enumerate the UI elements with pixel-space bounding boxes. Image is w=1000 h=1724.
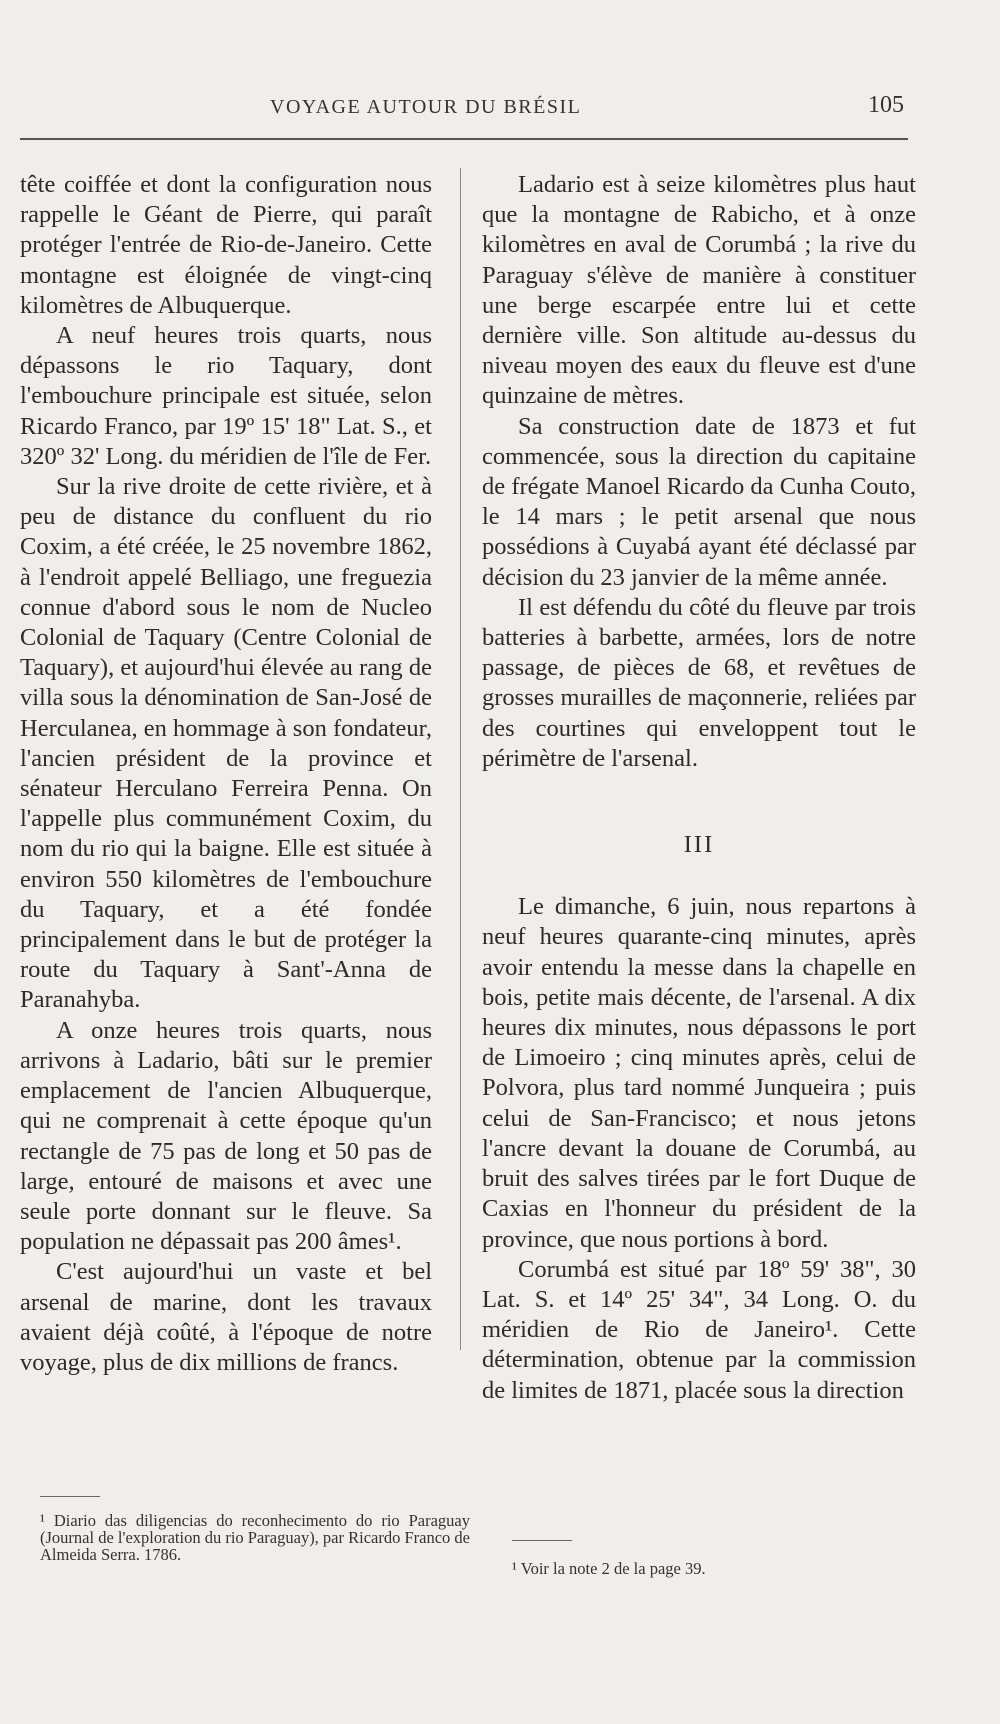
left-paragraph-1: tête coiffée et dont la configuration nous rappelle le Géant de Pierre, qui paraît protéger l'entrée de Rio-de-Janeiro. Cette montagne est éloignée de vingt-cinq kilomètres de Albuquerque.	[20, 171, 432, 319]
left-paragraph-3: Sur la rive droite de cette rivière, et à peu de distance du confluent du rio Coxim, a été créée, le 25 novembre 1862, à l'endroit appelé Belliago, une freguezia connue d'abord sous le nom de Nucleo Colonial de Taquary (Centre Colonial de Taquary), et aujourd'hui élevée au rang de villa sous la dénomination de San-José de Herculanea, en hommage à son fondateur, l'ancien président de la province et sénateur Herculano Ferreira Penna. On l'appelle plus communément Coxim, du nom du rio qui la baigne. Elle est située à environ 550 kilomètres de l'embouchure du Taquary, et a été fondée principalement dans le but de protéger la route du Taquary à Sant'-Anna de Paranahyba.	[20, 473, 432, 1014]
right-paragraph-1: Ladario est à seize kilomètres plus haut que la montagne de Rabicho, et à onze kilomètres en aval de Corumbá ; la rive du Paraguay s'élève de manière à constituer une berge escarpée entre lui et cette dernière ville. Son altitude au-dessus du niveau moyen des eaux du fleuve est d'une quinzaine de mètres.	[482, 171, 916, 410]
right-column	[482, 170, 916, 1406]
running-title: VOYAGE AUTOUR DU BRÉSIL	[270, 96, 582, 118]
header-rule	[20, 138, 908, 140]
right-footnote: ¹ Voir la note 2 de la page 39.	[512, 1559, 706, 1578]
right-footnote-rule	[512, 1540, 572, 1541]
right-paragraph-2: Sa construction date de 1873 et fut commencée, sous la direction du capitaine de frégate Manoel Ricardo da Cunha Couto, le 14 mars ; le petit arsenal que nous possédions à Cuyabá ayant été déclassé par décision du 23 janvier de la même année.	[482, 412, 916, 591]
left-footnote-rule	[40, 1496, 100, 1497]
section-heading: III	[683, 831, 715, 859]
left-paragraph-2: A neuf heures trois quarts, nous dépassons le rio Taquary, dont l'embouchure principale est située, selon Ricardo Franco, par 19º 15' 18" Lat. S., et 320º 32' Long. du méridien de l'île de Fer.	[20, 322, 432, 470]
page-number: 105	[868, 92, 904, 118]
left-footnote: ¹ Diario das diligencias do reconhecimento do rio Paraguay (Journal de l'exploration du rio Paraguay), par Ricardo Franco de Almeida Serra. 1786.	[40, 1511, 470, 1564]
left-column	[20, 170, 432, 1378]
left-paragraph-5: C'est aujourd'hui un vaste et bel arsenal de marine, dont les travaux avaient déjà coûté, à l'époque de notre voyage, plus de dix millions de francs.	[20, 1258, 432, 1376]
right-paragraph-5: Corumbá est situé par 18º 59' 38", 30 Lat. S. et 14º 25' 34", 34 Long. O. du méridien de Rio de Janeiro¹. Cette détermination, obtenue par la commission de limites de 1871, placée sous la direction	[482, 1255, 916, 1404]
left-paragraph-4: A onze heures trois quarts, nous arrivons à Ladario, bâti sur le premier emplacement de l'ancien Albuquerque, qui ne comprenait à cette époque qu'un rectangle de 75 pas de long et 50 pas de large, entouré de maisons et avec une seule porte donnant sur le fleuve. Sa population ne dépassait pas 200 âmes¹.	[20, 1016, 432, 1256]
column-divider	[460, 168, 461, 1350]
right-paragraph-4: Le dimanche, 6 juin, nous repartons à neuf heures quarante-cinq minutes, après avoir entendu la messe dans la chapelle en bois, petite mais décente, de l'arsenal. A dix heures dix minutes, nous dépassons le port de Limoeiro ; cinq minutes après, celui de Polvora, plus tard nommé Junqueira ; puis celui de San-Francisco; et nous jetons l'ancre devant la douane de Corumbá, au bruit des salves tirées par le fort Duque de Caxias en l'honneur du président de la province, que nous portions à bord.	[482, 893, 916, 1253]
right-paragraph-3: Il est défendu du côté du fleuve par trois batteries à barbette, armées, lors de notre passage, de pièces de 68, et revêtues de grosses murailles de maçonnerie, reliées par des courtines qui enveloppent tout le périmètre de l'arsenal.	[482, 593, 916, 772]
